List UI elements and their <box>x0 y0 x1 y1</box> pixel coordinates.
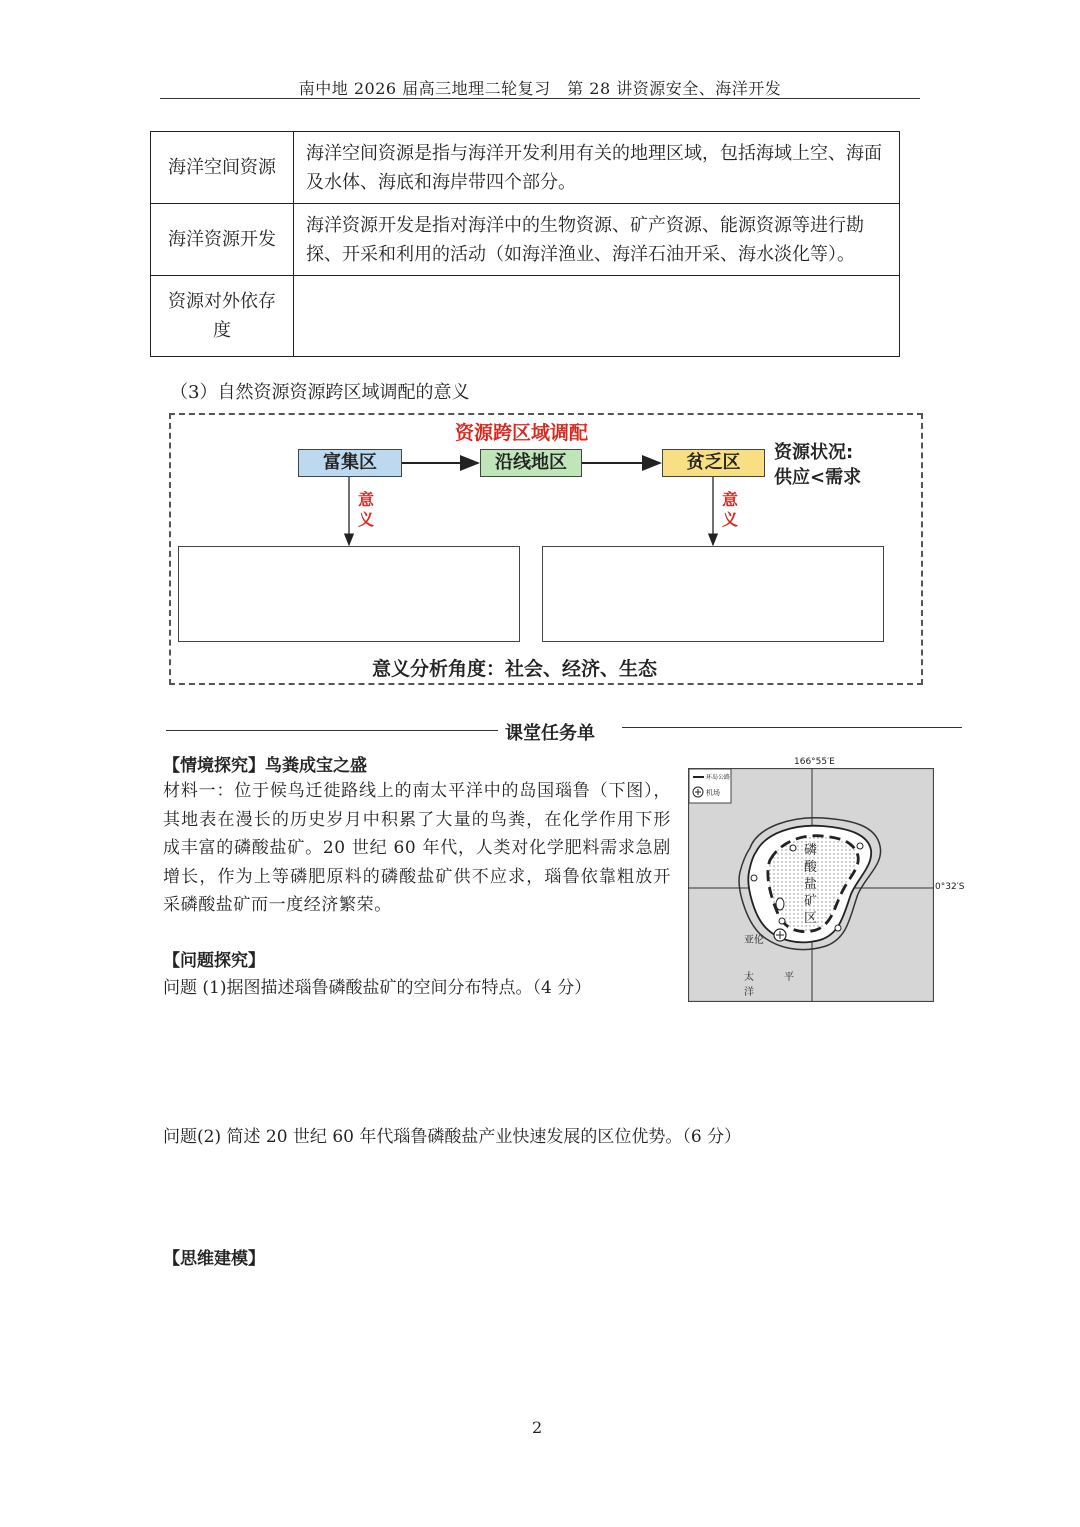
source-region-box: 富集区 <box>298 449 402 477</box>
term-cell: 海洋空间资源 <box>151 132 294 204</box>
nauru-map <box>688 757 965 1002</box>
question-two: 问题(2) 简述 20 世纪 60 年代瑙鲁磷酸盐产业快速发展的区位优势。（6 分） <box>163 1127 742 1147</box>
status-line: 资源状况: <box>774 442 854 463</box>
analysis-angle: 意义分析角度：社会、经济、生态 <box>372 658 658 680</box>
settlement-marker <box>835 925 841 931</box>
term-cell: 海洋资源开发 <box>151 204 294 276</box>
lagoon <box>776 898 784 910</box>
task-title: 课堂任务单 <box>505 723 595 744</box>
model-heading: 【思维建模】 <box>163 1249 265 1269</box>
question-heading: 【问题探究】 <box>163 951 265 971</box>
meaning-label: 意 义 <box>357 490 374 529</box>
definition-cell: 海洋空间资源是指与海洋开发利用有关的地理区域，包括海域上空、海面及水体、海底和海岸带四个部分。 <box>294 132 900 204</box>
task-rule-right <box>622 727 962 728</box>
target-region-box: 贫乏区 <box>662 449 765 477</box>
flow-arrows <box>0 0 1080 700</box>
meaning-label: 意 义 <box>721 490 738 529</box>
corridor-region-box: 沿线地区 <box>480 449 582 477</box>
page-header: 南中地 2026 届高三地理二轮复习 第 28 讲资源安全、海洋开发 <box>298 79 782 98</box>
diagram-heading: 资源跨区域调配 <box>455 422 589 444</box>
town-marker <box>779 918 785 924</box>
status-line: 供应<需求 <box>774 467 862 488</box>
settlement-marker <box>751 875 757 881</box>
material-one: 材料一：位于候鸟迁徙路线上的南太平洋中的岛国瑙鲁（下图），其地表在漫长的历史岁月中积累了大量的鸟粪，在化学作用下形成丰富的磷酸盐矿。20 世纪 60 年代，人类对化学肥料需求急剧增长，作为上等磷肥原料的磷酸盐矿供不应求，瑙鲁依靠粗放开采磷酸盐矿而一度经济繁荣。 <box>163 781 671 915</box>
settlement-marker <box>790 845 796 851</box>
scenario-heading: 【情境探究】鸟粪成宝之盛 <box>163 756 367 776</box>
mine-area-label: 磷酸盐矿区 <box>804 843 818 926</box>
latitude-label: 0°32′S <box>935 882 965 892</box>
resource-status <box>774 440 861 490</box>
answer-box-target[interactable] <box>542 546 884 642</box>
definition-cell: 海洋资源开发是指对海洋中的生物资源、矿产资源、能源资源等进行勘探、开采和利用的活动（如海洋渔业、海洋石油开采、海水淡化等）。 <box>294 204 900 276</box>
section-title: （3）自然资源资源跨区域调配的意义 <box>170 382 470 403</box>
legend-road-label: 环岛公路 <box>706 774 731 781</box>
term-cell: 资源对外依存度 <box>151 276 294 357</box>
page-number: 2 <box>532 1418 543 1437</box>
settlement-marker <box>857 843 863 849</box>
question-one: 问题 (1)据图描述瑙鲁磷酸盐矿的空间分布特点。（4 分） <box>163 978 592 998</box>
task-rule-left <box>166 730 498 731</box>
answer-box-source[interactable] <box>178 546 520 642</box>
ocean-label: 太平洋 <box>744 972 824 998</box>
town-label: 亚伦 <box>744 935 764 946</box>
legend-airport-label: 机场 <box>706 789 720 797</box>
longitude-label: 166°55′E <box>794 757 835 767</box>
